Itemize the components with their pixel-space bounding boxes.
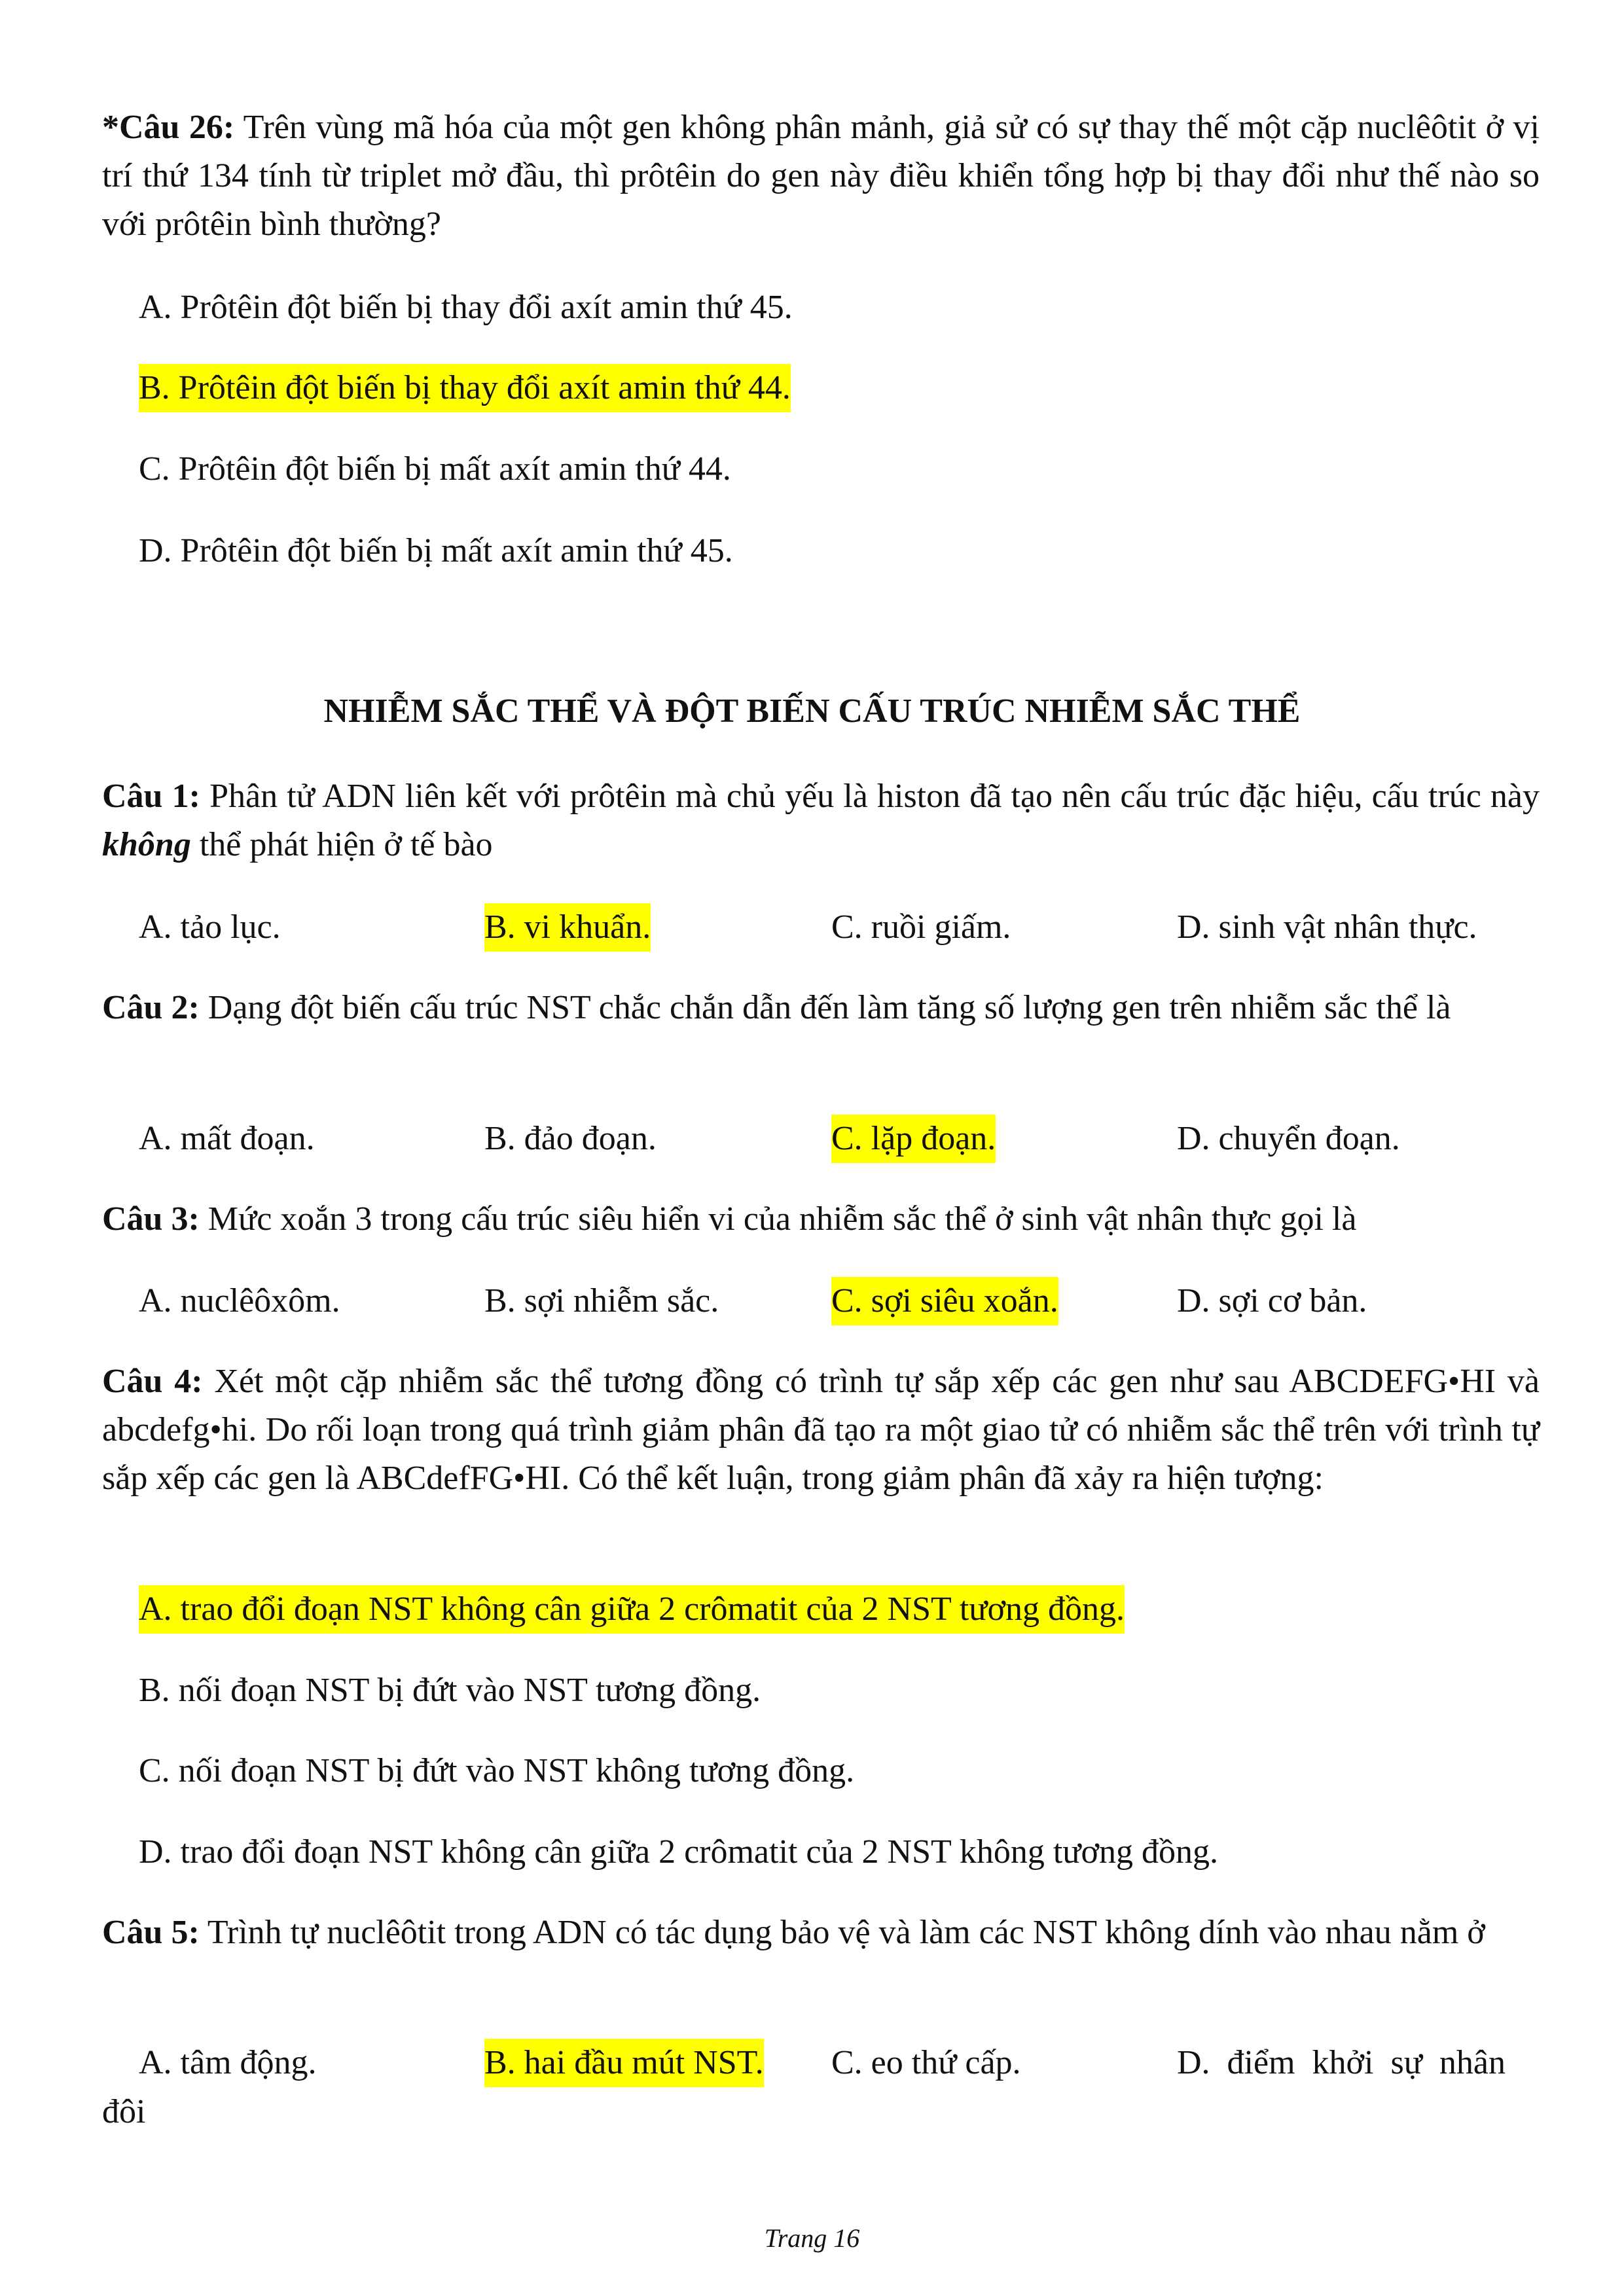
question-text: Phân tử ADN liên kết với prôtêin mà chủ yếu là histon đã tạo nên cấu trúc đặc hiệu, cấu trúc này — [200, 778, 1540, 815]
q26-option-c: C. Prôtêin đột biến bị mất axít amin thứ 44. — [139, 450, 731, 488]
question-label: Câu 3: — [102, 1200, 200, 1238]
page-number: Trang 16 — [764, 2223, 860, 2253]
q5-option-a: A. tâm động. — [139, 2044, 317, 2081]
question-3-stem — [102, 1195, 1540, 1244]
question-5-stem — [102, 1909, 1540, 1957]
q1-option-c: C. ruồi giấm. — [831, 908, 1011, 946]
q3-option-d: D. sợi cơ bản. — [1177, 1282, 1367, 1319]
question-text: thể phát hiện ở tế bào — [190, 826, 493, 863]
question-text: Trình tự nuclêôtit trong ADN có tác dụng bảo vệ và làm các NST không dính vào nhau nằm ở — [199, 1914, 1485, 1951]
q1-option-b-answer: B. vi khuẩn. — [484, 903, 651, 952]
q5-option-c: C. eo thứ cấp. — [831, 2044, 1021, 2081]
question-text: Mức xoắn 3 trong cấu trúc siêu hiển vi của nhiễm sắc thể ở sinh vật nhân thực gọi là — [199, 1200, 1357, 1238]
question-text: Trên vùng mã hóa của một gen không phân mảnh, giả sử có sự thay thế một cặp nuclêôtit ở vị trí thứ 134 tính từ triplet mở đầu, thì prôtêin do gen này điều khiển tổng hợp bị thay đổi như thế nào so với prôtêin bình thường? — [102, 109, 1540, 243]
question-label: *Câu 26: — [102, 109, 235, 146]
question-text: Dạng đột biến cấu trúc NST chắc chắn dẫn đến làm tăng số lượng gen trên nhiễm sắc thể là — [199, 989, 1451, 1026]
q4-option-a-answer: A. trao đổi đoạn NST không cân giữa 2 crômatit của 2 NST tương đồng. — [139, 1585, 1125, 1634]
q2-option-c-answer: C. lặp đoạn. — [831, 1115, 996, 1163]
question-1-stem — [102, 772, 1540, 869]
question-4-stem — [102, 1357, 1540, 1503]
q5-option-b-answer: B. hai đầu mút NST. — [484, 2039, 764, 2087]
q5-option-d-continued: đôi — [102, 2093, 146, 2130]
q1-option-a: A. tảo lục. — [139, 908, 281, 946]
q26-option-b-answer: B. Prôtêin đột biến bị thay đổi axít amin thứ 44. — [139, 364, 791, 412]
q26-option-a: A. Prôtêin đột biến bị thay đổi axít amin thứ 45. — [139, 289, 793, 326]
q26-option-d: D. Prôtêin đột biến bị mất axít amin thứ 45. — [139, 532, 733, 569]
q4-option-d: D. trao đổi đoạn NST không cân giữa 2 crômatit của 2 NST không tương đồng. — [139, 1833, 1218, 1871]
question-label: Câu 5: — [102, 1914, 200, 1951]
q2-option-d: D. chuyển đoạn. — [1177, 1120, 1400, 1157]
q5-option-d: D. điểm khởi sự nhân — [1177, 2044, 1506, 2081]
q3-option-b: B. sợi nhiễm sắc. — [484, 1282, 719, 1319]
section-title: NHIỄM SẮC THỂ VÀ ĐỘT BIẾN CẤU TRÚC NHIỄM SẮC THỂ — [323, 692, 1301, 730]
question-26-stem — [102, 103, 1540, 249]
question-label: Câu 1: — [102, 778, 200, 815]
q1-option-d: D. sinh vật nhân thực. — [1177, 908, 1477, 946]
q4-option-c: C. nối đoạn NST bị đứt vào NST không tương đồng. — [139, 1752, 855, 1789]
question-2-stem — [102, 984, 1540, 1032]
q3-option-c-answer: C. sợi siêu xoắn. — [831, 1277, 1058, 1325]
q2-option-b: B. đảo đoạn. — [484, 1120, 657, 1157]
q2-option-a: A. mất đoạn. — [139, 1120, 315, 1157]
question-text: Xét một cặp nhiễm sắc thể tương đồng có trình tự sắp xếp các gen như sau ABCDEFG•HI và abcdefg•hi. Do rối loạn trong quá trình giảm phân đã tạo ra một giao tử có nhiễm sắc thể trên với trình tự sắp xếp các gen là ABCdefFG•HI. Có thể kết luận, trong giảm phân đã xảy ra hiện tượng: — [102, 1363, 1540, 1497]
q3-option-a: A. nuclêôxôm. — [139, 1282, 340, 1319]
question-label: Câu 4: — [102, 1363, 203, 1400]
emphasis-text: không — [102, 826, 191, 863]
question-label: Câu 2: — [102, 989, 200, 1026]
q4-option-b: B. nối đoạn NST bị đứt vào NST tương đồng. — [139, 1672, 761, 1709]
